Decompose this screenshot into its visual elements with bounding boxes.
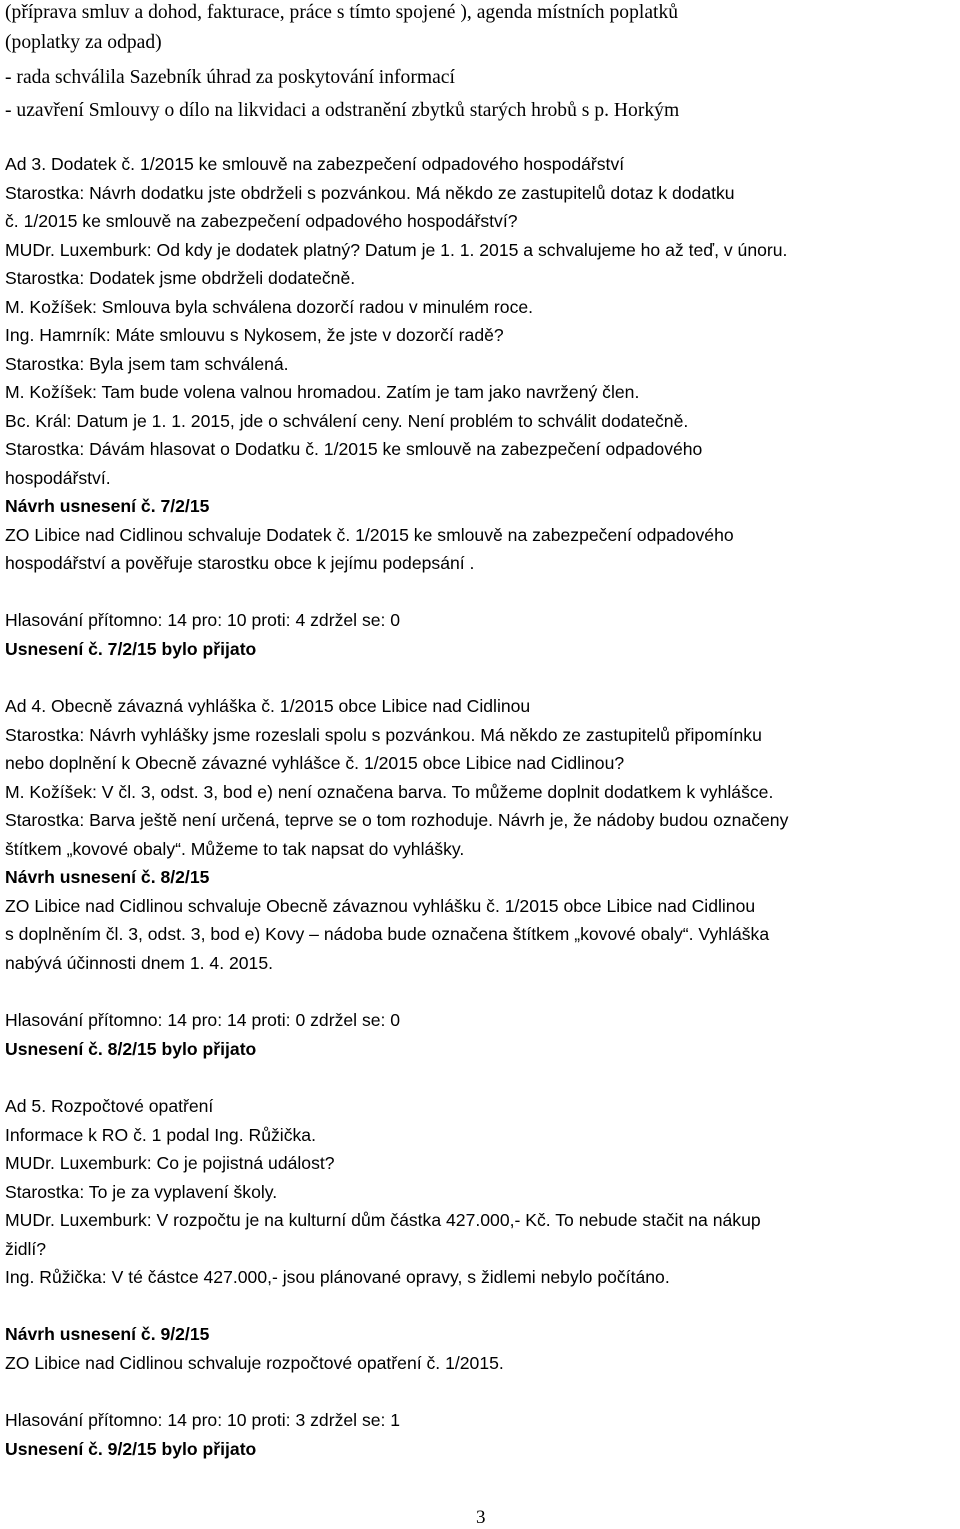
resolution-result: Usnesení č. 7/2/15 bylo přijato xyxy=(5,639,257,659)
text-line: ZO Libice nad Cidlinou schvaluje Dodatek č. 1/2015 ke smlouvě na zabezpečení odpadového xyxy=(5,525,734,545)
text-line: č. 1/2015 ke smlouvě na zabezpečení odpadového hospodářství? xyxy=(5,211,518,231)
text-line: štítkem „kovové obaly“. Můžeme to tak napsat do vyhlášky. xyxy=(5,839,465,859)
text-line: ZO Libice nad Cidlinou schvaluje rozpočtové opatření č. 1/2015. xyxy=(5,1353,504,1373)
text-line: Starostka: Byla jsem tam schválená. xyxy=(5,354,289,374)
text-line: ZO Libice nad Cidlinou schvaluje Obecně závaznou vyhlášku č. 1/2015 obce Libice nad Cidlinou xyxy=(5,896,756,916)
text-line: - uzavření Smlouvy o dílo na likvidaci a odstranění zbytků starých hrobů s p. Horkým xyxy=(5,100,680,121)
text-line: Starostka: To je za vyplavení školy. xyxy=(5,1182,278,1202)
text-line: hospodářství. xyxy=(5,468,111,488)
text-line: Starostka: Návrh dodatku jste obdrželi s pozvánkou. Má někdo ze zastupitelů dotaz k dodatku xyxy=(5,183,735,203)
text-line: Informace k RO č. 1 podal Ing. Růžička. xyxy=(5,1125,316,1145)
text-line: (poplatky za odpad) xyxy=(5,32,162,53)
text-line: Ing. Hamrník: Máte smlouvu s Nykosem, že jste v dozorčí radě? xyxy=(5,325,504,345)
resolution-proposal: Návrh usnesení č. 9/2/15 xyxy=(5,1324,210,1344)
vote-line: Hlasování přítomno: 14 pro: 10 proti: 3 zdržel se: 1 xyxy=(5,1410,401,1430)
vote-line: Hlasování přítomno: 14 pro: 14 proti: 0 zdržel se: 0 xyxy=(5,1010,401,1030)
text-line: židlí? xyxy=(5,1239,47,1259)
text-line: Bc. Král: Datum je 1. 1. 2015, jde o schválení ceny. Není problém to schválit dodatečně. xyxy=(5,411,689,431)
resolution-result: Usnesení č. 9/2/15 bylo přijato xyxy=(5,1439,257,1459)
agenda-heading: Ad 5. Rozpočtové opatření xyxy=(5,1096,214,1116)
text-line: (příprava smluv a dohod, fakturace, práce s tímto spojené ), agenda místních poplatků xyxy=(5,2,679,23)
resolution-result: Usnesení č. 8/2/15 bylo přijato xyxy=(5,1039,257,1059)
text-line: Starostka: Dávám hlasovat o Dodatku č. 1/2015 ke smlouvě na zabezpečení odpadového xyxy=(5,439,703,459)
text-line: nabývá účinnosti dnem 1. 4. 2015. xyxy=(5,953,273,973)
text-line: - rada schválila Sazebník úhrad za poskytování informací xyxy=(5,67,455,88)
text-line: Ing. Růžička: V té částce 427.000,- jsou plánované opravy, s židlemi nebylo počítáno. xyxy=(5,1267,670,1287)
text-line: Starostka: Barva ještě není určená, teprve se o tom rozhoduje. Návrh je, že nádoby budou označeny xyxy=(5,810,789,830)
agenda-heading: Ad 3. Dodatek č. 1/2015 ke smlouvě na zabezpečení odpadového hospodářství xyxy=(5,154,625,174)
vote-line: Hlasování přítomno: 14 pro: 10 proti: 4 zdržel se: 0 xyxy=(5,610,401,630)
text-line: M. Kožíšek: V čl. 3, odst. 3, bod e) není označena barva. To můžeme doplnit dodatkem k vyhlášce. xyxy=(5,782,774,802)
text-line: Starostka: Dodatek jsme obdrželi dodatečně. xyxy=(5,268,356,288)
text-line: MUDr. Luxemburk: V rozpočtu je na kulturní dům částka 427.000,- Kč. To nebude stačit na nákup xyxy=(5,1210,761,1230)
text-line: hospodářství a pověřuje starostku obce k jejímu podepsání . xyxy=(5,553,475,573)
text-line: M. Kožíšek: Tam bude volena valnou hromadou. Zatím je tam jako navržený člen. xyxy=(5,382,640,402)
text-line: nebo doplnění k Obecně závazné vyhlášce č. 1/2015 obce Libice nad Cidlinou? xyxy=(5,753,625,773)
resolution-proposal: Návrh usnesení č. 7/2/15 xyxy=(5,496,210,516)
text-line: Starostka: Návrh vyhlášky jsme rozeslali spolu s pozvánkou. Má někdo ze zastupitelů připomínku xyxy=(5,725,762,745)
text-line: M. Kožíšek: Smlouva byla schválena dozorčí radou v minulém roce. xyxy=(5,297,534,317)
text-line: MUDr. Luxemburk: Co je pojistná událost? xyxy=(5,1153,335,1173)
text-line: MUDr. Luxemburk: Od kdy je dodatek platný? Datum je 1. 1. 2015 a schvalujeme ho až teď, v únoru. xyxy=(5,240,788,260)
resolution-proposal: Návrh usnesení č. 8/2/15 xyxy=(5,867,210,887)
agenda-heading: Ad 4. Obecně závazná vyhláška č. 1/2015 obce Libice nad Cidlinou xyxy=(5,696,531,716)
text-line: s doplněním čl. 3, odst. 3, bod e) Kovy – nádoba bude označena štítkem „kovové obaly“. Vyhláška xyxy=(5,924,770,944)
page-number: 3 xyxy=(476,1507,486,1528)
